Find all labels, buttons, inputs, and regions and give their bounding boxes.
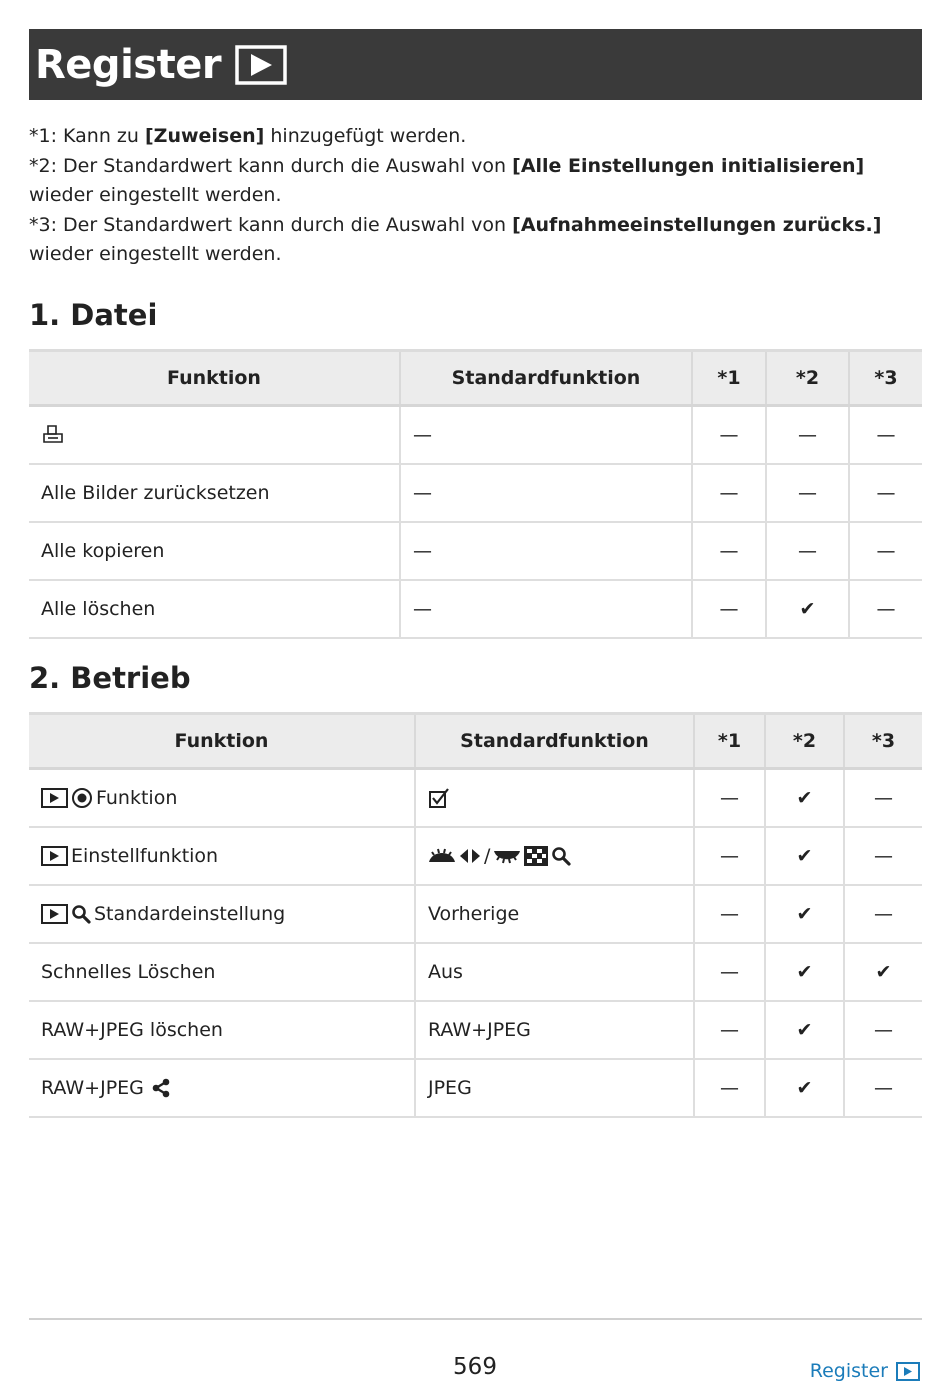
standard-cell: Aus [415,943,694,1001]
note-3-cell: — [844,1059,922,1117]
note-1-cell: — [692,464,766,522]
footnote-3 [29,211,909,270]
footnotes [29,122,909,270]
standard-cell [415,827,694,885]
note-2-cell: — [766,522,849,580]
footnote-text: *3: Der Standardwert kann durch die Auswahl von [29,213,513,236]
footnote-2 [29,152,909,211]
note-1-cell: — [694,1059,765,1117]
standard-cell: — [400,580,692,638]
table-row [29,885,922,943]
note-3-cell: — [849,464,922,522]
note-3-cell: — [849,522,922,580]
note-2-cell: ✔ [765,1059,844,1117]
betrieb-table [29,712,922,1118]
print-order-icon [41,423,65,447]
standard-cell: RAW+JPEG [415,1001,694,1059]
column-header-note-3: *3 [849,351,922,406]
playback-icon [41,788,68,808]
funktion-cell [29,1059,415,1117]
share-icon [151,1078,171,1098]
footnote-menu-reference: [Zuweisen] [144,125,265,147]
register-link-label[interactable]: Register [809,1360,888,1382]
table-row [29,1059,922,1117]
register-link[interactable] [810,1360,920,1382]
playback-icon [41,904,68,924]
magnifier-icon [71,904,91,924]
table-header-row [29,714,922,769]
column-header-note-1: *1 [694,714,765,769]
page-title: Register [35,41,222,88]
playback-icon[interactable] [896,1362,920,1381]
table-row [29,406,922,465]
note-3-cell: — [844,1001,922,1059]
footnote-menu-reference: [Aufnahmeeinstellungen zurücks.] [512,213,882,236]
table-row [29,943,922,1001]
column-header-note-2: *2 [766,351,849,406]
standard-cell: JPEG [415,1059,694,1117]
dial-icon [428,848,456,864]
column-header-funktion: Funktion [29,351,400,406]
funktion-cell [29,769,415,828]
footer-divider [29,1318,922,1320]
note-2-cell: — [766,464,849,522]
note-2-cell: — [766,406,849,465]
table-row [29,769,922,828]
left-right-arrow-icon [459,848,481,864]
funktion-cell [29,827,415,885]
column-header-standardfunktion: Standardfunktion [415,714,694,769]
grid-view-icon [524,846,548,866]
dial-icon [493,848,521,864]
table-header-row [29,351,922,406]
standard-cell [415,769,694,828]
footnote-text: wieder eingestellt werden. [29,184,282,206]
note-3-cell: — [844,827,922,885]
funktion-label: Standardeinstellung [94,903,286,926]
section-heading-datei: 1. Datei [29,298,158,332]
funktion-cell: Alle Bilder zurücksetzen [29,464,400,522]
funktion-label: Einstellfunktion [71,845,219,868]
target-dial-icon [71,787,93,809]
footnote-text: *1: Kann zu [29,125,145,147]
note-2-cell: ✔ [765,943,844,1001]
funktion-cell: Alle kopieren [29,522,400,580]
footnote-1 [29,122,909,152]
footnote-text: *2: Der Standardwert kann durch die Auswahl von [29,154,513,177]
table-row [29,580,922,638]
magnifier-icon [551,846,571,866]
note-1-cell: — [692,406,766,465]
footnote-text: hinzugefügt werden. [264,125,467,147]
funktion-cell [29,406,400,465]
note-1-cell: — [694,827,765,885]
table-row [29,827,922,885]
note-3-cell: — [844,769,922,828]
note-3-cell: — [849,580,922,638]
footnote-menu-reference: [Alle Einstellungen initialisieren] [512,154,865,177]
standard-cell: — [400,406,692,465]
footnote-text: wieder eingestellt werden. [29,243,282,265]
funktion-cell: Schnelles Löschen [29,943,415,1001]
funktion-cell [29,885,415,943]
funktion-label: RAW+JPEG [41,1077,144,1100]
column-header-note-2: *2 [765,714,844,769]
note-2-cell: ✔ [765,885,844,943]
note-2-cell: ✔ [765,1001,844,1059]
funktion-label: Funktion [96,787,178,810]
note-2-cell: ✔ [765,769,844,828]
playback-icon [235,45,287,85]
standard-cell: — [400,522,692,580]
note-3-cell: — [844,885,922,943]
note-1-cell: — [694,943,765,1001]
playback-icon [41,846,68,866]
checkbox-checked-icon [428,787,450,809]
note-2-cell: ✔ [766,580,849,638]
standard-cell: — [400,464,692,522]
note-1-cell: — [694,1001,765,1059]
page-number: 569 [453,1354,497,1380]
note-2-cell: ✔ [765,827,844,885]
column-header-note-3: *3 [844,714,922,769]
table-row [29,1001,922,1059]
note-3-cell: ✔ [844,943,922,1001]
standard-cell: Vorherige [415,885,694,943]
column-header-funktion: Funktion [29,714,415,769]
table-row [29,464,922,522]
table-row [29,522,922,580]
section-heading-betrieb: 2. Betrieb [29,661,191,695]
note-1-cell: — [692,522,766,580]
funktion-cell: RAW+JPEG löschen [29,1001,415,1059]
funktion-cell: Alle löschen [29,580,400,638]
note-1-cell: — [694,769,765,828]
note-3-cell: — [849,406,922,465]
page-title-bar [29,29,922,100]
note-1-cell: — [692,580,766,638]
column-header-note-1: *1 [692,351,766,406]
column-header-standardfunktion: Standardfunktion [400,351,692,406]
note-1-cell: — [694,885,765,943]
slash-separator: / [484,845,491,868]
datei-table [29,349,922,639]
